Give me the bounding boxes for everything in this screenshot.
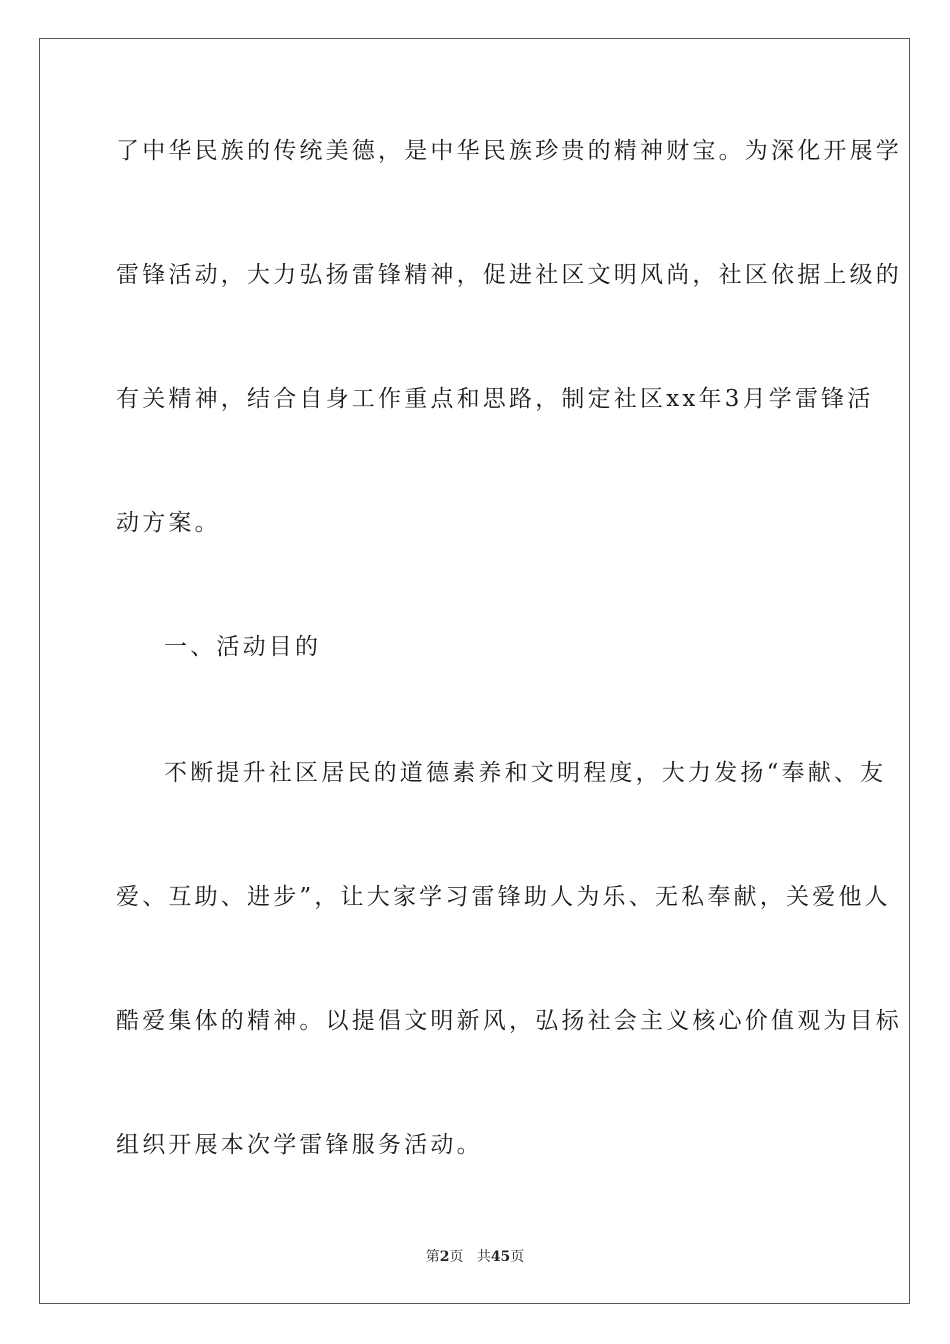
total-suffix: 页 — [510, 1249, 525, 1265]
page-suffix: 页 — [449, 1249, 464, 1265]
total-pages: 45 — [490, 1249, 511, 1265]
page-prefix: 第 — [425, 1249, 440, 1265]
page-border — [39, 38, 910, 1304]
page-number: 2 — [439, 1249, 450, 1265]
body-line-1: 了中华民族的传统美德，是中华民族珍贵的精神财宝。为深化开展学 — [116, 138, 902, 164]
body-line-4: 动方案。 — [116, 510, 221, 536]
body-line-6: 不断提升社区居民的道德素养和文明程度，大力发扬“奉献、友 — [164, 760, 887, 786]
body-line-8: 酷爱集体的精神。以提倡文明新风，弘扬社会主义核心价值观为目标 — [116, 1008, 902, 1034]
section-heading-purpose: 一、活动目的 — [164, 634, 322, 660]
total-prefix: 共 — [476, 1249, 491, 1265]
body-line-3: 有关精神，结合自身工作重点和思路，制定社区xx年3月学雷锋活 — [116, 386, 874, 412]
body-line-7: 爱、互助、进步”，让大家学习雷锋助人为乐、无私奉献，关爱他人 — [116, 884, 891, 910]
page-footer — [0, 1246, 950, 1266]
body-line-2: 雷锋活动，大力弘扬雷锋精神，促进社区文明风尚，社区依据上级的 — [116, 262, 902, 288]
body-line-9: 组织开展本次学雷锋服务活动。 — [116, 1132, 483, 1158]
